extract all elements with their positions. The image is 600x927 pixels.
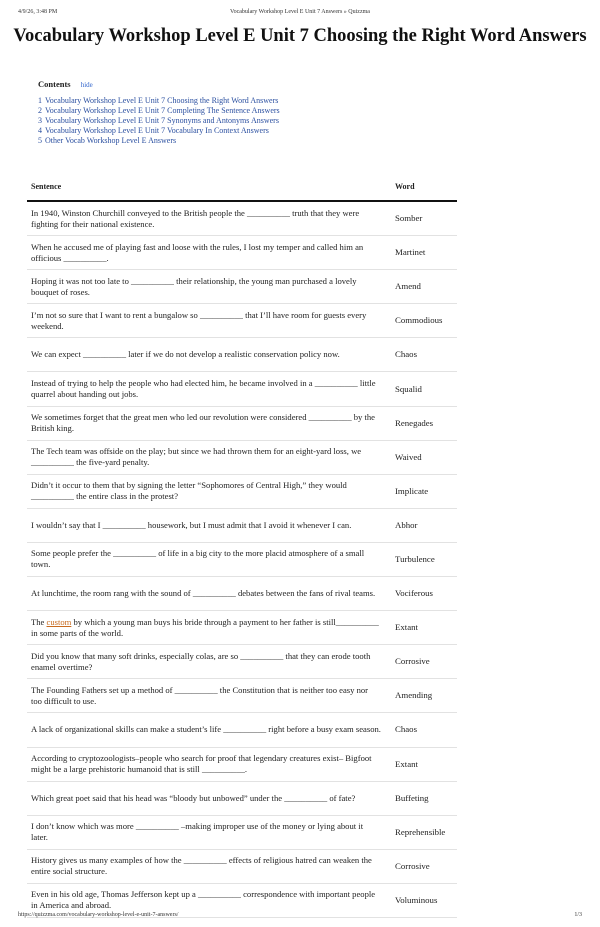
- word-cell: Buffeting: [391, 781, 457, 815]
- word-cell: Somber: [391, 201, 457, 236]
- sentence-cell: Instead of trying to help the people who had elected him, he became involved in a __________ little quarrel about handing out jobs.: [27, 372, 391, 406]
- sentence-cell: Did you know that many soft drinks, especially colas, are so __________ that they can erode tooth enamel overtime?: [27, 645, 391, 679]
- toc-item[interactable]: [38, 136, 280, 146]
- word-cell: Extant: [391, 611, 457, 645]
- sentence-cell: Which great poet said that his head was “bloody but unbowed” under the __________ of fate?: [27, 781, 391, 815]
- word-cell: Martinet: [391, 236, 457, 270]
- toc-item-label[interactable]: Vocabulary Workshop Level E Unit 7 Completing The Sentence Answers: [45, 106, 280, 115]
- sentence-cell: I wouldn’t say that I __________ housework, but I must admit that I avoid it whenever I can.: [27, 508, 391, 542]
- page-title: Vocabulary Workshop Level E Unit 7 Choosing the Right Word Answers: [13, 26, 587, 46]
- table-row: [27, 236, 457, 270]
- table-row: [27, 201, 457, 236]
- sentence-cell: The Tech team was offside on the play; but since we had thrown them for an eight-yard loss, we __________ the five-yard penalty.: [27, 440, 391, 474]
- sentence-cell: [27, 611, 391, 645]
- toc-item[interactable]: [38, 96, 280, 106]
- word-cell: Vociferous: [391, 577, 457, 611]
- toc-heading: Contents: [38, 79, 71, 89]
- table-row: [27, 713, 457, 747]
- word-cell: Corrosive: [391, 645, 457, 679]
- word-cell: Amend: [391, 270, 457, 304]
- toc-item-label[interactable]: Vocabulary Workshop Level E Unit 7 Choosing the Right Word Answers: [45, 96, 279, 105]
- toc-item-label[interactable]: Other Vocab Workshop Level E Answers: [45, 136, 177, 145]
- table-row: [27, 338, 457, 372]
- print-page-number: 1/3: [574, 912, 582, 918]
- print-footer: [18, 912, 582, 918]
- word-cell: Commodious: [391, 304, 457, 338]
- word-cell: Amending: [391, 679, 457, 713]
- toc-item[interactable]: [38, 126, 280, 136]
- table-row: [27, 611, 457, 645]
- sentence-cell: At lunchtime, the room rang with the sound of __________ debates between the fans of rival teams.: [27, 577, 391, 611]
- toc-item-number: 4: [38, 126, 42, 135]
- vocab-table: [27, 179, 457, 918]
- table-row: [27, 747, 457, 781]
- toc-item[interactable]: [38, 116, 280, 126]
- sentence-cell: Didn’t it occur to them that by signing the letter “Sophomores of Central High,” they would __________ the entire class in the protest?: [27, 474, 391, 508]
- table-of-contents: [32, 79, 280, 146]
- table-row: [27, 577, 457, 611]
- word-cell: Implicate: [391, 474, 457, 508]
- sentence-text: The: [31, 616, 47, 627]
- table-header-row: [27, 179, 457, 201]
- word-cell: Reprehensible: [391, 815, 457, 849]
- toc-heading-row: [38, 79, 280, 90]
- sentence-cell: Hoping it was not too late to __________ their relationship, the young man purchased a lovely bouquet of roses.: [27, 270, 391, 304]
- table-row: [27, 304, 457, 338]
- sentence-cell: A lack of organizational skills can make a student’s life __________ right before a busy exam season.: [27, 713, 391, 747]
- table-row: [27, 542, 457, 576]
- toc-item-number: 5: [38, 136, 42, 145]
- sentence-cell: History gives us many examples of how the __________ effects of religious hatred can weaken the entire social structure.: [27, 849, 391, 883]
- word-cell: Corrosive: [391, 849, 457, 883]
- toc-hide-toggle[interactable]: hide: [80, 81, 93, 89]
- table-row: [27, 781, 457, 815]
- word-cell: Chaos: [391, 338, 457, 372]
- print-datetime: 4/9/26, 3:48 PM: [18, 9, 58, 15]
- sentence-cell: I’m not so sure that I want to rent a bungalow so __________ that I’ll have room for guests every weekend.: [27, 304, 391, 338]
- sentence-cell: We sometimes forget that the great men who led our revolution were considered __________ by the British king.: [27, 406, 391, 440]
- table-row: [27, 474, 457, 508]
- sentence-cell: I don’t know which was more __________ –making improper use of the money or lying about it later.: [27, 815, 391, 849]
- toc-item-number: 2: [38, 106, 42, 115]
- table-body: [27, 201, 457, 917]
- sentence-cell: We can expect __________ later if we do not develop a realistic conservation policy now.: [27, 338, 391, 372]
- sentence-cell: The Founding Fathers set up a method of __________ the Constitution that is neither too easy nor too difficult to use.: [27, 679, 391, 713]
- sentence-cell: Some people prefer the __________ of life in a big city to the more placid atmosphere of a small town.: [27, 542, 391, 576]
- sentence-cell: According to cryptozoologists–people who search for proof that legendary creatures exist– Bigfoot might be a large prehistoric humanoid that is still __________.: [27, 747, 391, 781]
- sentence-cell: Even in his old age, Thomas Jefferson kept up a __________ correspondence with important people in America and abroad.: [27, 883, 391, 917]
- word-cell: Chaos: [391, 713, 457, 747]
- table-row: [27, 815, 457, 849]
- table-row: [27, 508, 457, 542]
- word-cell: Voluminous: [391, 883, 457, 917]
- table-row: [27, 645, 457, 679]
- word-cell: Extant: [391, 747, 457, 781]
- word-cell: Waived: [391, 440, 457, 474]
- toc-item-label[interactable]: Vocabulary Workshop Level E Unit 7 Synonyms and Antonyms Answers: [45, 116, 279, 125]
- table-row: [27, 440, 457, 474]
- sentence-cell: In 1940, Winston Churchill conveyed to the British people the __________ truth that they were fighting for their national existence.: [27, 201, 391, 236]
- sentence-cell: When he accused me of playing fast and loose with the rules, I lost my temper and called him an officious __________.: [27, 236, 391, 270]
- word-cell: Abhor: [391, 508, 457, 542]
- sentence-text: by which a young man buys his bride through a payment to her father is still__________ in some parts of the world.: [31, 616, 379, 638]
- print-page-title: Vocabulary Workshop Level E Unit 7 Answers » Quizzma: [230, 9, 370, 15]
- header-sentence: Sentence: [27, 179, 391, 201]
- word-cell: Renegades: [391, 406, 457, 440]
- inline-link[interactable]: custom: [46, 616, 72, 627]
- word-cell: Turbulence: [391, 542, 457, 576]
- word-cell: Squalid: [391, 372, 457, 406]
- toc-item[interactable]: [38, 106, 280, 116]
- table-row: [27, 406, 457, 440]
- toc-list: [32, 96, 280, 146]
- print-url: https://quizzma.com/vocabulary-workshop-level-e-unit-7-answers/: [18, 912, 179, 918]
- toc-item-number: 3: [38, 116, 42, 125]
- table-row: [27, 679, 457, 713]
- table-row: [27, 270, 457, 304]
- table-row: [27, 849, 457, 883]
- toc-item-label[interactable]: Vocabulary Workshop Level E Unit 7 Vocabulary In Context Answers: [45, 126, 269, 135]
- table-row: [27, 372, 457, 406]
- print-header: [18, 9, 582, 15]
- toc-item-number: 1: [38, 96, 42, 105]
- header-word: Word: [391, 179, 457, 201]
